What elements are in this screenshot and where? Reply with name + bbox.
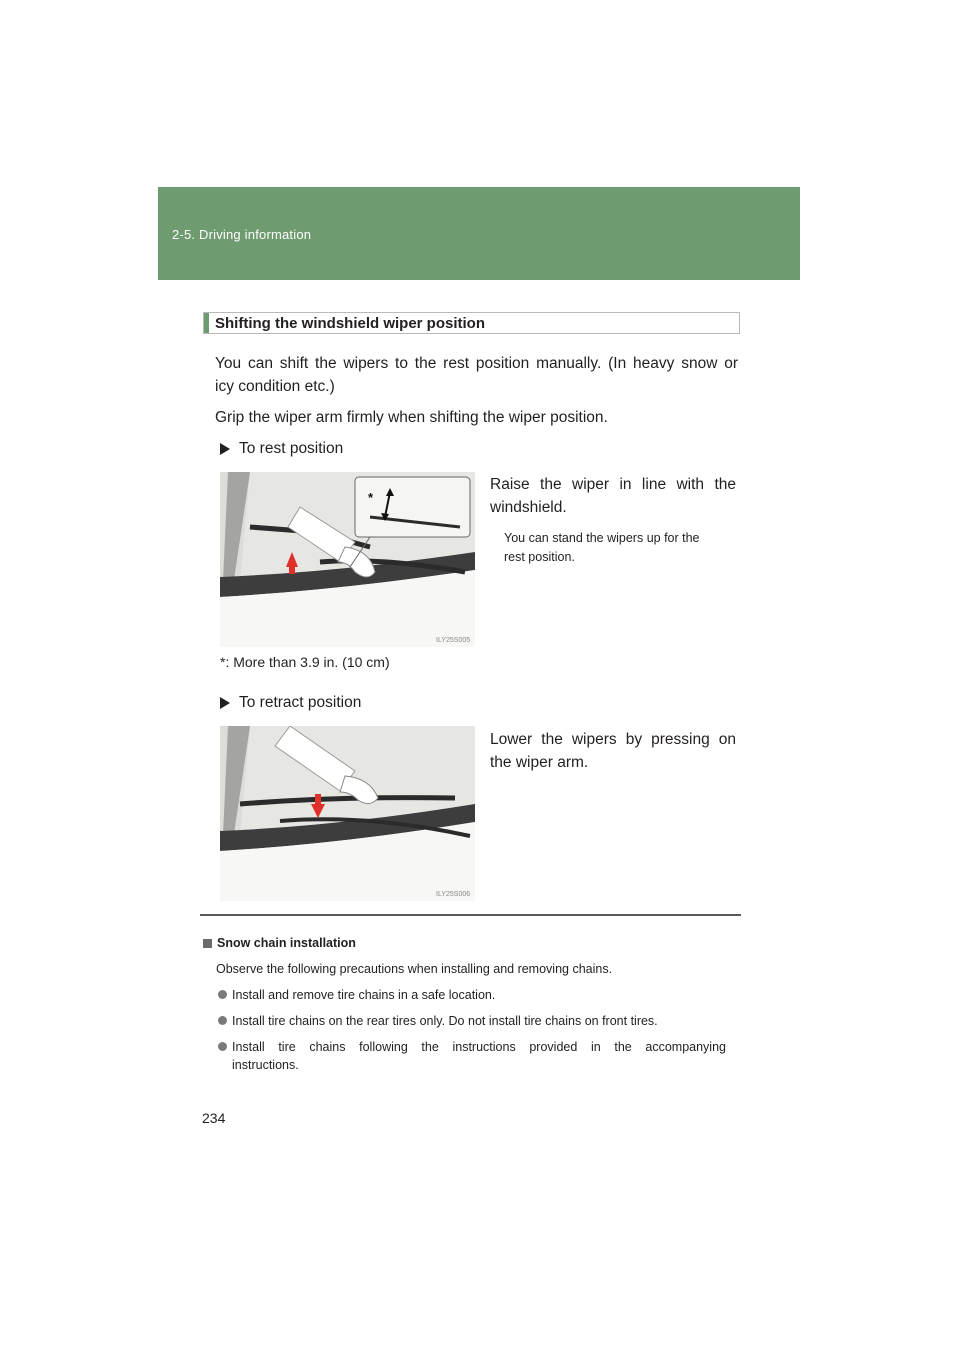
snow-chain-title: Snow chain installation (217, 936, 356, 950)
triangle-bullet-icon (220, 697, 230, 709)
rest-subheading (220, 440, 343, 458)
retract-position-illustration (220, 726, 475, 901)
section-heading-box (203, 312, 740, 334)
rest-note-line-1: You can stand the wipers up for the (504, 531, 700, 545)
rest-note-line-2: rest position. (504, 550, 575, 564)
section-title: 2-5. Driving information (172, 227, 312, 242)
triangle-bullet-icon (220, 443, 230, 455)
retract-subheading-text: To retract position (239, 694, 362, 711)
rest-position-illustration (220, 472, 475, 647)
heading-accent-bar (204, 313, 209, 333)
intro-line-3: Grip the wiper arm firmly when shifting the wiper position. (215, 409, 608, 426)
retract-desc-line-2: the wiper arm. (490, 754, 589, 771)
section-divider (200, 914, 741, 916)
bullet-dot-icon (218, 990, 227, 999)
intro-line-2: icy condition etc.) (215, 378, 335, 395)
rest-desc-line-2: windshield. (490, 499, 567, 516)
page-number: 234 (202, 1110, 226, 1126)
rest-desc-line-1: Raise the wiper in line with the (490, 476, 736, 493)
retract-image-code: ILY25S006 (436, 891, 471, 898)
retract-desc-line-1: Lower the wipers by pressing on (490, 731, 736, 748)
bullet-text: Install and remove tire chains in a safe location. (232, 988, 496, 1002)
rest-footnote: *: More than 3.9 in. (10 cm) (220, 654, 390, 670)
snow-chain-bullet-1 (218, 986, 495, 1004)
square-bullet-icon (203, 939, 212, 948)
bullet-text: Install tire chains following the instructions provided in the accompanying (232, 1040, 726, 1054)
retract-subheading (220, 694, 361, 712)
snow-chain-bullet-3-cont: instructions. (232, 1058, 299, 1072)
rest-image-code: ILY25S005 (436, 637, 471, 644)
snow-chain-heading (203, 936, 356, 950)
rest-subheading-text: To rest position (239, 440, 344, 457)
snow-chain-bullet-3 (218, 1038, 726, 1056)
section-header-band (158, 187, 800, 280)
intro-line-1: You can shift the wipers to the rest position manually. (In heavy snow or (215, 355, 738, 372)
bullet-dot-icon (218, 1016, 227, 1025)
inset-star-label: * (368, 490, 374, 505)
snow-chain-intro: Observe the following precautions when installing and removing chains. (216, 962, 613, 976)
section-heading: Shifting the windshield wiper position (215, 315, 485, 332)
bullet-text: Install tire chains on the rear tires only. Do not install tire chains on front tires. (232, 1014, 658, 1028)
snow-chain-bullet-2 (218, 1012, 658, 1030)
bullet-dot-icon (218, 1042, 227, 1051)
